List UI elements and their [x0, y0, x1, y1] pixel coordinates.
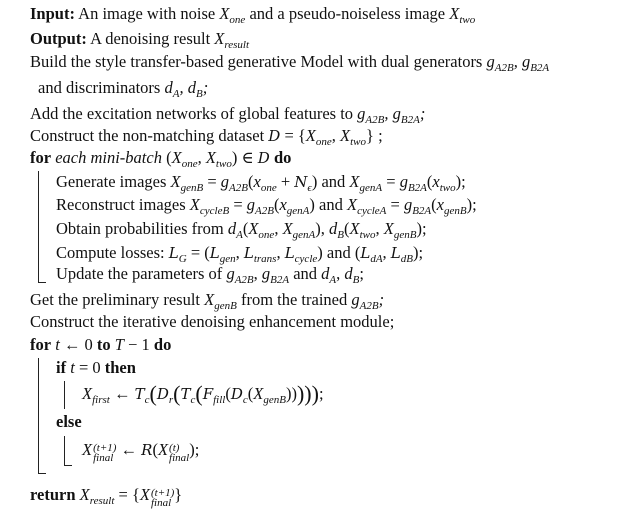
for-keyword: for — [30, 148, 52, 167]
for-t-formula: t ← 0 to T − 1 — [55, 335, 150, 354]
return-formula: $X_{result} = \{X$ (t+1) final } — [79, 485, 183, 509]
if-line — [56, 358, 136, 378]
else-keyword: else — [56, 412, 82, 431]
if-vertical-rule — [64, 381, 65, 409]
loop-2-end-tick — [38, 473, 46, 474]
else-end-tick — [64, 465, 72, 466]
x-final-line — [82, 440, 199, 463]
reconstruct-formula: $X_{cycleB} = g_{A2B}(x_{genA})$ and $X_{cycleA} = g_{B2A}(x_{genB})$; — [189, 195, 477, 217]
x-genb-symbol: $X_{genB}$ — [204, 290, 237, 312]
construct-dataset-text: Construct the non-matching dataset — [30, 126, 265, 145]
get-result-line — [30, 290, 384, 310]
build-cont-line — [38, 78, 208, 98]
then-keyword: then — [104, 358, 136, 377]
update-formula: $g_{A2B}$, $g_{B2A}$ and $d_A$, $d_B$; — [226, 264, 364, 286]
add-text: Add the excitation networks of global features to — [30, 104, 354, 123]
build-text: Build the style transfer-based generative Model with dual generators — [30, 52, 483, 71]
loop-1-vertical-rule — [38, 171, 39, 283]
loop-2-vertical-rule — [38, 358, 39, 474]
build-cont-text: and discriminators — [38, 78, 161, 97]
discriminators-symbol: $d_A$, $d_B$; — [164, 78, 209, 100]
x-first-formula: $X_{first}$ ← $T_c(D_r(T_c(F_{fill}(D_c(X_{genB})))))$; — [82, 381, 324, 406]
generators-symbol: $g_{A2B}$, $g_{B2A}$ — [486, 52, 550, 74]
for-loop-1-header — [30, 148, 291, 168]
build-line — [30, 52, 549, 72]
add-generators-symbol: $g_{A2B}$, $g_{B2A}$; — [357, 104, 426, 126]
from-trained-text: from the trained — [240, 290, 348, 309]
input-text: An image with noise — [78, 4, 216, 23]
compute-text: Compute losses: — [56, 243, 165, 262]
for-each-text: each mini-batch — [55, 148, 162, 167]
obtain-formula: $d_A(X_{one}$, $X_{genA}$), $d_B(X_{two}$, $X_{genB}$); — [227, 219, 427, 241]
x-two-symbol: $X_{two}$ — [449, 4, 476, 26]
else-vertical-rule — [64, 436, 65, 466]
input-label: Input: — [30, 4, 75, 23]
for-keyword-2: for — [30, 335, 52, 354]
if-keyword: if — [56, 358, 67, 377]
obtain-text: Obtain probabilities from — [56, 219, 224, 238]
add-line — [30, 104, 425, 124]
loop-1-end-tick — [38, 282, 46, 283]
construct-module-line — [30, 312, 394, 332]
compute-line — [56, 243, 423, 263]
reconstruct-line — [56, 195, 477, 215]
update-line — [56, 264, 364, 284]
output-label: Output: — [30, 29, 87, 48]
if-condition: t = 0 — [70, 358, 101, 377]
output-line — [30, 29, 249, 49]
compute-formula: $L_G = (L_{gen}$, $L_{trans}$, $L_{cycle}$) and ($L_{dA}$, $L_{dB}$); — [168, 243, 424, 265]
g-a2b-symbol: $g_{A2B}$; — [351, 290, 385, 312]
return-keyword: return — [30, 485, 76, 504]
reconstruct-text: Reconstruct images — [56, 195, 186, 214]
else-line — [56, 412, 82, 432]
obtain-line — [56, 219, 427, 239]
update-text: Update the parameters of — [56, 264, 223, 283]
x-final-formula: X (t+1) final ← R(X (t) final ); — [82, 440, 200, 464]
dataset-formula: $D = \{X_{one}$, $X_{two}$} ; — [268, 126, 383, 148]
generate-formula: $X_{genB} = g_{A2B}(x_{one} + N_\epsilon)$ and $X_{genA} = g_{B2A}(x_{two})$; — [170, 172, 466, 194]
x-one-symbol: $X_{one}$ — [219, 4, 246, 26]
generate-line — [56, 172, 466, 192]
for-loop-2-header — [30, 335, 171, 355]
generate-text: Generate images — [56, 172, 167, 191]
construct-dataset-line — [30, 126, 383, 146]
do-keyword-2: do — [153, 335, 172, 354]
do-keyword: do — [273, 148, 292, 167]
get-result-text: Get the preliminary result — [30, 290, 200, 309]
construct-module-text: Construct the iterative denoising enhancement module; — [30, 312, 395, 331]
output-text: A denoising result — [90, 29, 211, 48]
return-line — [30, 485, 182, 508]
minibatch-formula: ($X_{one}$, $X_{two}$) ∈ D — [166, 148, 270, 170]
x-first-line — [82, 381, 324, 406]
input-line — [30, 4, 475, 24]
x-result-symbol: $X_{result}$ — [214, 29, 250, 51]
input-and-text: and a pseudo-noiseless image — [249, 4, 446, 23]
